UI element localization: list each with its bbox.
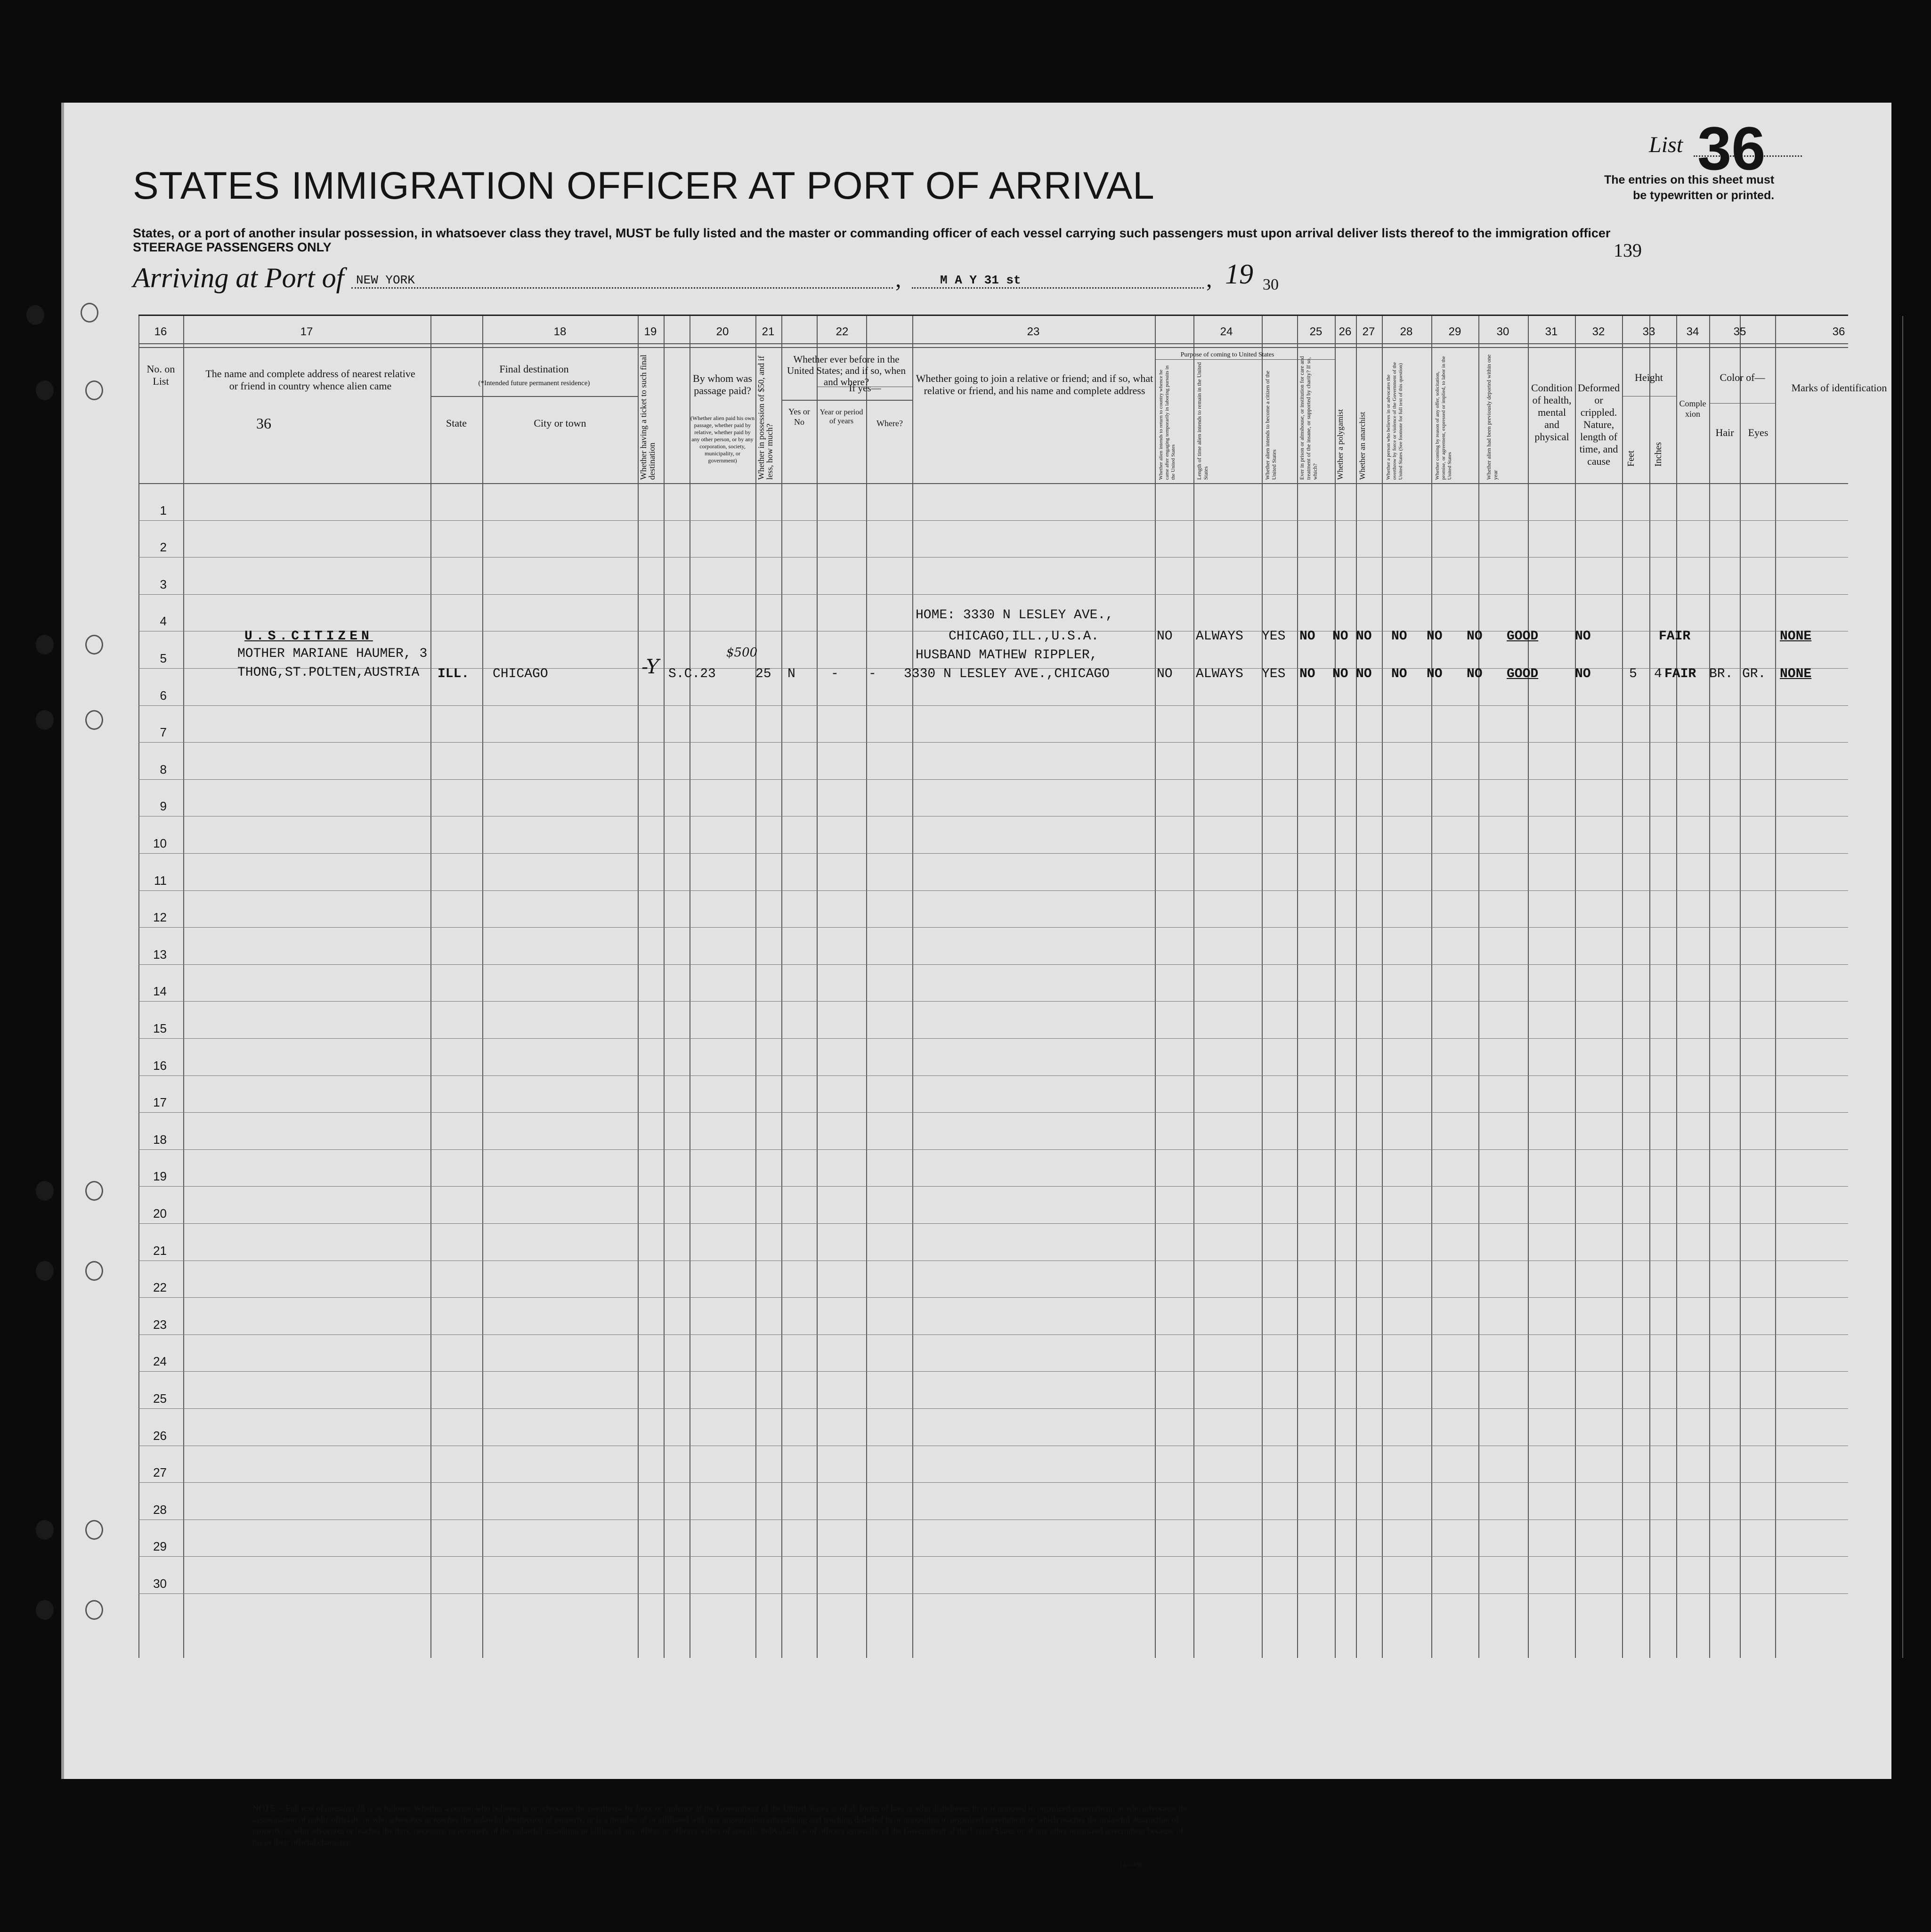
row-rule — [138, 594, 1848, 595]
row-rule — [138, 1075, 1848, 1076]
column-number: 25 — [1309, 325, 1322, 338]
header-passage-paid: By whom was passage paid? — [693, 372, 752, 396]
row-rule — [138, 520, 1848, 521]
row-rule — [138, 779, 1848, 780]
manifest-sheet — [61, 103, 1891, 1868]
column-number: 26 — [1339, 325, 1352, 338]
header-before-in-us: Whether ever before in the United States; and if so, when and where? — [787, 354, 906, 388]
row-2-height-feet: 5 — [1629, 667, 1637, 681]
row-2-labor-offer: NO — [1427, 667, 1443, 681]
row-rule — [138, 1223, 1848, 1224]
row-rule — [138, 1334, 1848, 1335]
row-number: 7 — [160, 725, 167, 740]
column-number: 29 — [1448, 325, 1461, 338]
row-1-labor-offer: NO — [1427, 629, 1443, 644]
row-number: 2 — [160, 540, 167, 555]
punch-hole-icon — [85, 1600, 103, 1620]
row-1-deported: NO — [1467, 629, 1483, 644]
column-rule — [1649, 316, 1650, 1658]
row-2-purpose-length: ALWAYS — [1196, 667, 1243, 681]
date-value: M A Y 31 st — [940, 273, 1021, 287]
header-complexion: Complexion — [1679, 399, 1706, 419]
row-number: 22 — [153, 1280, 167, 1295]
comma-1: , — [895, 266, 901, 292]
column-rule — [1356, 316, 1357, 1658]
port-value: NEW YORK — [356, 273, 415, 287]
header-eyes: Eyes — [1748, 427, 1769, 438]
row-rule — [138, 927, 1848, 928]
row-2-before-where: - — [868, 667, 876, 681]
punch-hole-icon — [36, 1181, 54, 1201]
column-rule — [638, 316, 639, 1658]
column-rule — [1155, 316, 1156, 1658]
header-deported: Whether alien had been previously deported within one year — [1485, 354, 1499, 480]
row-2-relative: MOTHER MARIANE HAUMER, 3 — [237, 647, 428, 661]
column-number: 27 — [1362, 325, 1375, 338]
list-note — [1604, 172, 1774, 203]
row-rule — [138, 853, 1848, 854]
row-rule — [138, 1408, 1848, 1409]
column-rule — [1775, 316, 1776, 1658]
column-rule — [866, 316, 867, 1658]
column-rule — [1297, 316, 1298, 1658]
column-number: 24 — [1220, 325, 1233, 338]
column-rule — [1622, 316, 1623, 1658]
punch-hole-icon — [81, 303, 98, 323]
page-number: 139 — [1614, 240, 1642, 261]
row-number: 16 — [153, 1058, 167, 1073]
punch-hole-icon — [85, 1181, 103, 1201]
header-height: Height — [1635, 372, 1663, 383]
row-number: 11 — [154, 873, 167, 888]
row-number: 15 — [153, 1021, 167, 1035]
header-overthrow: Whether a person who believes in or advocates the overthrow by force or violence of the Government of the United States (See footnote for full text of this question) — [1386, 362, 1404, 480]
row-number: 12 — [153, 910, 167, 925]
row-2-city: CHICAGO — [493, 667, 548, 681]
row-2-money: 25 — [755, 667, 771, 681]
column-number: 18 — [553, 325, 567, 338]
column-rule — [1575, 316, 1576, 1658]
header-health: Condition of health, mental and physical — [1531, 382, 1573, 443]
punch-hole-icon — [36, 380, 54, 400]
header-50-dollars: Whether in possession of $50, and if less, how much? — [756, 356, 774, 480]
date-dotline — [912, 287, 1204, 289]
punch-hole-icon — [26, 305, 44, 325]
header-no-on-list: No. on List — [146, 363, 175, 387]
row-2-deported: NO — [1467, 667, 1483, 681]
row-2-relative-cont: THONG,ST.POLTEN,AUSTRIA — [237, 665, 420, 680]
row-1-relative: U.S.CITIZEN — [244, 629, 373, 644]
row-number: 29 — [153, 1539, 167, 1554]
punch-hole-icon — [36, 710, 54, 730]
row-1-join-relative: HOME: 3330 N LESLEY AVE., — [916, 608, 1114, 622]
subtitle-line-1: States, or a port of another insular possession, in whatsoever class they travel, MUST be fully listed and the master or commanding officer of each vessel carrying such passengers must upon arrival deliver lists thereof to the immigration officer — [133, 226, 1611, 240]
column-rule — [755, 316, 756, 1658]
row-2-passage-paid: S.C.23 — [668, 667, 716, 681]
list-note-line-2: be typewritten or printed. — [1633, 189, 1775, 202]
punch-hole-icon — [85, 1520, 103, 1540]
column-rule — [1478, 316, 1479, 1658]
column-rule — [664, 316, 665, 1658]
column-rule — [912, 316, 913, 1658]
header-purpose-citizen: Whether alien intends to become a citizen of the United States — [1264, 371, 1277, 480]
row-2-hair: BR. — [1709, 667, 1733, 681]
column-number: 21 — [762, 325, 775, 338]
row-number: 5 — [160, 651, 167, 665]
header-state: State — [446, 417, 467, 429]
row-number: 17 — [153, 1095, 167, 1110]
row-rule — [138, 1149, 1848, 1150]
punch-hole-icon — [36, 1261, 54, 1281]
column-rule — [1676, 316, 1677, 1658]
row-rule — [138, 557, 1848, 558]
header-labor-offer: Whether coming by reason of any offer, solicitation, promise, or agreement, expressed or implied, to labor in the United States — [1435, 356, 1452, 480]
row-number: 10 — [153, 836, 167, 850]
column-number: 22 — [836, 325, 849, 338]
header-rule — [138, 347, 1848, 348]
row-rule — [138, 1297, 1848, 1298]
list-note-line-1: The entries on this sheet must — [1604, 173, 1775, 186]
year-suffix: 30 — [1263, 276, 1279, 293]
row-1-deformed: NO — [1575, 629, 1591, 644]
row-number: 3 — [160, 577, 167, 591]
punch-hole-icon — [85, 1261, 103, 1281]
column-number: 35 — [1733, 325, 1746, 338]
column-number: 36 — [1832, 325, 1845, 338]
column-number: 19 — [644, 325, 657, 338]
header-nearest-relative: The name and complete address of nearest relative or friend in country whence alien came — [205, 368, 415, 392]
row-1-purpose-citizen: YES — [1262, 629, 1286, 644]
column-rule — [1709, 316, 1710, 1658]
row-2-eyes: GR. — [1742, 667, 1766, 681]
column-rule — [1902, 316, 1903, 1658]
header-ticket: Whether having a ticket to such final destination — [639, 355, 657, 480]
row-1-polygamist: NO — [1332, 629, 1348, 644]
header-anarchist: Whether an anarchist — [1358, 412, 1367, 480]
header-join-relative: Whether going to join a relative or friend; and if so, what relative or friend, and his name and complete address — [916, 372, 1153, 396]
header-year-period: Year or period of years — [819, 408, 863, 425]
header-deformed: Deformed or crippled. Nature, length of time, and cause — [1577, 382, 1620, 467]
row-1-join-relative-cont: CHICAGO,ILL.,U.S.A. — [949, 629, 1099, 644]
header-where: Where? — [876, 419, 903, 428]
header-rule — [781, 400, 912, 401]
row-1-overthrow: NO — [1391, 629, 1407, 644]
row-2-anarchist: NO — [1356, 667, 1372, 681]
row-1-purpose-length: ALWAYS — [1196, 629, 1243, 644]
manifest-table — [138, 315, 1887, 1658]
column-rule — [1382, 316, 1383, 1658]
row-number: 1 — [160, 503, 167, 517]
column-rule — [430, 316, 431, 1658]
column-rule — [1431, 316, 1432, 1658]
header-rule — [430, 396, 638, 397]
row-rule — [138, 1038, 1848, 1039]
punch-hole-icon — [85, 710, 103, 730]
row-2-state: ILL. — [438, 667, 470, 681]
column-number: 17 — [300, 325, 313, 338]
comma-2: , — [1206, 266, 1212, 292]
arriving-label: Arriving at Port of — [133, 262, 344, 293]
row-2-complexion: FAIR — [1664, 667, 1696, 681]
header-polygamist: Whether a polygamist — [1336, 409, 1345, 480]
header-yes-no: Yes or No — [788, 407, 810, 427]
row-2-before-yes-no: N — [787, 667, 795, 681]
row-2-deformed: NO — [1575, 667, 1591, 681]
header-color-of: Color of— — [1720, 372, 1765, 383]
page-title: STATES IMMIGRATION OFFICER AT PORT OF ARRIVAL — [133, 164, 1155, 207]
row-number: 18 — [153, 1132, 167, 1147]
column-number: 28 — [1400, 325, 1413, 338]
row-1-health: GOOD — [1507, 629, 1539, 644]
column-number: 32 — [1592, 325, 1605, 338]
punch-hole-icon — [36, 1600, 54, 1620]
column-number: 31 — [1545, 325, 1558, 338]
row-rule — [138, 1593, 1848, 1594]
header-rule — [138, 343, 1848, 344]
row-number: 30 — [153, 1576, 167, 1591]
column-number: 20 — [716, 325, 729, 338]
column-number: 33 — [1642, 325, 1655, 338]
row-number: 8 — [160, 762, 167, 776]
row-number: 14 — [153, 984, 167, 999]
punch-hole-icon — [85, 635, 103, 655]
form-number: 14—430 — [1119, 1861, 1142, 1868]
row-rule — [138, 705, 1848, 706]
punch-hole-icon — [85, 380, 103, 400]
subtitle-line-2: STEERAGE PASSENGERS ONLY — [133, 240, 332, 254]
column-number: 30 — [1496, 325, 1509, 338]
row-rule — [138, 742, 1848, 743]
row-rule — [138, 1556, 1848, 1557]
row-1-complexion: FAIR — [1659, 629, 1691, 644]
row-rule — [138, 890, 1848, 891]
row-2-prison: NO — [1299, 667, 1315, 681]
header-final-destination-note: (*Intended future permanent residence) — [478, 380, 590, 387]
row-number: 4 — [160, 614, 167, 629]
row-2-join-relative: HUSBAND MATHEW RIPPLER, — [916, 648, 1098, 663]
row-1-marks: NONE — [1780, 629, 1812, 644]
row-rule — [138, 1371, 1848, 1372]
row-2-ticket: -Y — [641, 655, 659, 678]
row-rule — [138, 1482, 1848, 1483]
header-city: City or town — [534, 417, 586, 429]
column-rule — [781, 316, 782, 1658]
header-purpose-length: Length of time alien intends to remain in the United States — [1196, 362, 1209, 480]
row-2-purpose-citizen: YES — [1262, 667, 1286, 681]
row-number: 6 — [160, 688, 167, 703]
punch-hole-icon — [36, 635, 54, 655]
row-rule — [138, 1186, 1848, 1187]
row-rule — [138, 1112, 1848, 1113]
column-rule — [1262, 316, 1263, 1658]
row-1-prison: NO — [1299, 629, 1315, 644]
row-number: 26 — [153, 1428, 167, 1443]
row-number: 21 — [153, 1243, 167, 1258]
row-2-join-relative-cont: 3330 N LESLEY AVE.,CHICAGO — [904, 667, 1110, 681]
row-2-money-handwritten: $500 — [726, 646, 758, 660]
column-number: 23 — [1027, 325, 1040, 338]
header-purpose-return: Whether alien intends to return to country whence he came after engaging temporarily in laboring pursuits in the United States — [1158, 365, 1176, 480]
column-rule — [1335, 316, 1336, 1658]
row-2-before-year: - — [831, 667, 839, 681]
header-relative-value: 36 — [256, 415, 271, 432]
header-inches: Inches — [1653, 442, 1663, 467]
row-number: 28 — [153, 1502, 167, 1517]
row-1-purpose-return: NO — [1157, 629, 1173, 644]
row-2-health: GOOD — [1507, 667, 1539, 681]
row-number: 13 — [153, 947, 167, 962]
row-rule — [138, 964, 1848, 965]
column-rule — [183, 316, 184, 1658]
column-rule — [817, 316, 818, 1658]
row-2-purpose-return: NO — [1157, 667, 1173, 681]
column-number: 16 — [154, 325, 167, 338]
list-label: List — [1649, 132, 1683, 157]
column-rule — [482, 316, 483, 1658]
header-feet: Feet — [1626, 450, 1636, 467]
header-hair: Hair — [1715, 427, 1734, 438]
port-dotline — [351, 287, 893, 289]
column-rule — [1193, 316, 1194, 1658]
column-rule — [1740, 316, 1741, 1658]
row-2-marks: NONE — [1780, 667, 1812, 681]
row-2-overthrow: NO — [1391, 667, 1407, 681]
header-purpose: Purpose of coming to United States — [1180, 351, 1274, 358]
list-number: 36 — [1697, 114, 1766, 183]
row-2-height-inches: 4 — [1654, 667, 1662, 681]
row-number: 19 — [153, 1169, 167, 1184]
header-prison: Ever in prison or almshouse, or institution for care and treatment of the insane, or supported by charity? If so, which? — [1298, 356, 1318, 480]
header-final-destination: Final destination — [499, 363, 569, 375]
header-if-yes: If yes— — [849, 382, 881, 394]
row-number: 20 — [153, 1206, 167, 1221]
year-prefix: 19 — [1225, 259, 1253, 290]
row-1-anarchist: NO — [1356, 629, 1372, 644]
row-number: 9 — [160, 799, 167, 814]
row-number: 24 — [153, 1354, 167, 1369]
header-passage-note: (Whether alien paid his own passage, whether paid by relative, whether paid by any other person, or by any corporation, society, municipality, or government) — [690, 415, 755, 464]
row-rule — [138, 1001, 1848, 1002]
footnote: NOTE.—Full text of question 28 is as follows: Whether a person who believes in or advocates the overthrow by force or violence of the Government of the United States or of all forms of law, or who disbelieves in or is opposed to organized government, or who advocates the assassination of public officials, or who advocates or teaches the unlawful destruction of property, or is a member of or affiliated with any organization entertaining and teaching disbelief in or opposition to organized government or which teaches the unlawful destruction of property, or who advocates or teaches the duty, necessity, or propriety of the unlawful assaulting or killing of any officer or officers, either of specific individuals or of officers generally, of the Government of the United States or of any other organized government because of his or their official character. — [252, 1803, 1189, 1847]
header-rule — [1709, 403, 1775, 404]
punch-hole-icon — [36, 1520, 54, 1540]
header-marks: Marks of identification — [1791, 382, 1887, 394]
row-number: 27 — [153, 1465, 167, 1480]
header-rule — [138, 483, 1848, 484]
row-number: 25 — [153, 1391, 167, 1406]
row-number: 23 — [153, 1317, 167, 1332]
column-rule — [1528, 316, 1529, 1658]
row-2-polygamist: NO — [1332, 667, 1348, 681]
column-number: 34 — [1686, 325, 1699, 338]
